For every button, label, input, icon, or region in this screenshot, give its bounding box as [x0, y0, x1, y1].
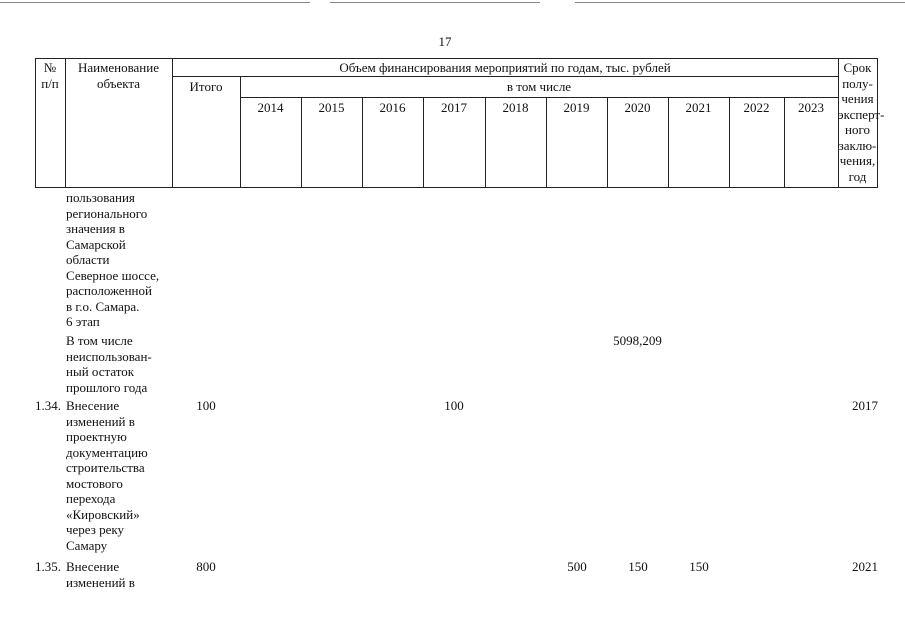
subrow-name: В том числе неиспользован- ный остаток прошлого года: [66, 333, 152, 395]
header-year-2019: 2019: [563, 100, 590, 115]
header-col-num: № п/п: [41, 60, 59, 91]
header-col-deadline: Срок полу- чения эксперт- ного заклю- чения, год: [838, 60, 885, 184]
continuation-name: пользования регионального значения в Самарской области Северное шоссе, расположенной в г.о. Самара. 6 этап: [66, 190, 160, 329]
row-135-num: 1.35.: [35, 559, 61, 574]
scan-top-rule-right: [575, 2, 905, 3]
header-year-2017: 2017: [441, 100, 467, 115]
row-134-value-2017: 100: [444, 398, 464, 413]
header-year-2022: 2022: [743, 100, 770, 115]
header-year-2016: 2016: [379, 100, 406, 115]
row-134-name: Внесение изменений в проектную документацию строительства мостового перехода «Кировский» через реку Самару: [66, 398, 148, 553]
header-year-2021: 2021: [685, 100, 712, 115]
header-year-2015: 2015: [318, 100, 345, 115]
scan-top-rule-mid: [330, 2, 540, 3]
row-135-deadline: 2021: [852, 559, 878, 574]
row-134-num: 1.34.: [35, 398, 61, 413]
header-year-2020: 2020: [624, 100, 651, 115]
header-year-2014: 2014: [257, 100, 284, 115]
row-135-value-2020: 150: [628, 559, 648, 574]
header-col-financing: Объем финансирования мероприятий по годам, тыс. рублей: [339, 60, 671, 75]
row-135-value-2019: 500: [567, 559, 587, 574]
table-top-border: [35, 58, 877, 59]
row-135-name: Внесение изменений в: [66, 559, 135, 590]
scan-top-rule-left: [0, 2, 310, 3]
header-col-total: Итого: [189, 79, 223, 94]
col-border-name: [172, 58, 173, 188]
header-line-including: [240, 97, 838, 98]
header-col-including: в том числе: [506, 79, 572, 94]
header-year-2018: 2018: [502, 100, 529, 115]
row-134-total: 100: [196, 398, 216, 413]
row-134-deadline: 2017: [852, 398, 878, 413]
row-135-total: 800: [196, 559, 216, 574]
col-border-right: [877, 58, 878, 188]
header-line-financing: [172, 76, 838, 77]
row-135-value-2021: 150: [689, 559, 709, 574]
subrow-value-2020: 5098,209: [613, 333, 662, 348]
header-year-2023: 2023: [798, 100, 824, 115]
page-number: 17: [438, 34, 452, 49]
header-col-name: Наименование объекта: [78, 60, 159, 91]
header-bottom-border: [35, 187, 877, 188]
